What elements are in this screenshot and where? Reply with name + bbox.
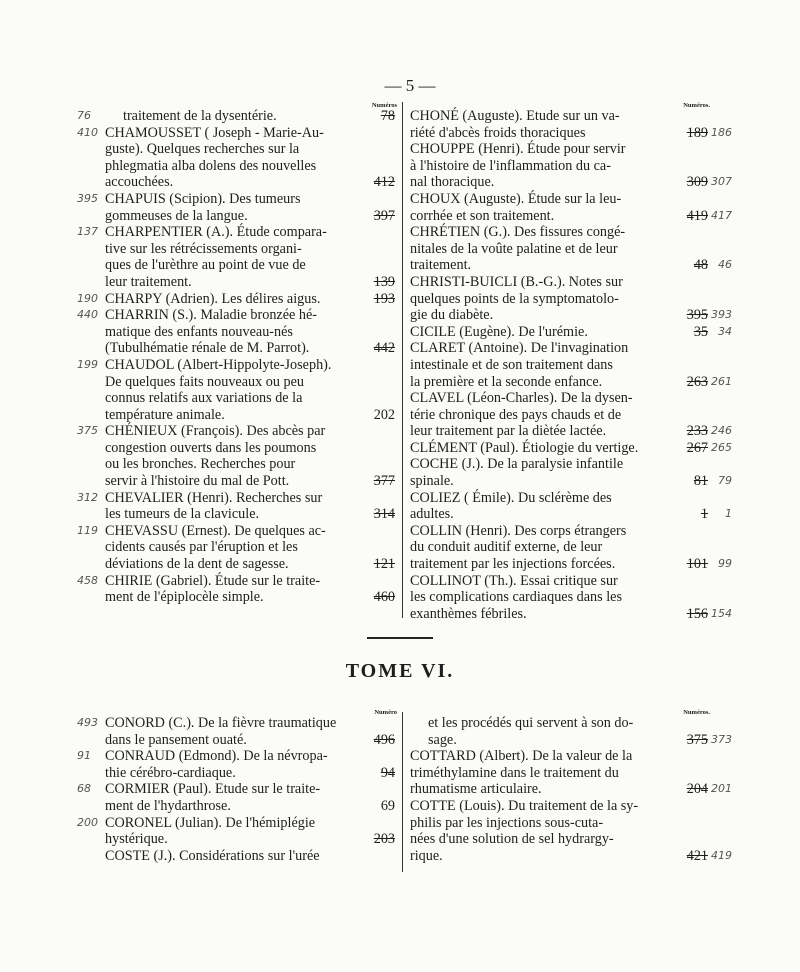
entry-number: 81	[693, 473, 708, 490]
margin-annotation: 410	[77, 125, 98, 139]
index-entry	[77, 715, 395, 748]
index-entry	[410, 456, 732, 490]
entry-number: 121	[373, 556, 395, 573]
entry-title-line: COSTE (J.). Considérations sur l'urée	[105, 847, 320, 864]
index-entry	[77, 522, 395, 573]
entry-title-line: CHARPY (Adrien). Les délires aigus.	[105, 290, 321, 307]
entry-text-line: du conduit auditif externe, de leur	[410, 539, 603, 556]
handwritten-number: 393	[711, 308, 732, 322]
entry-text-line: les complications cardiaques dans les	[410, 589, 622, 606]
entry-title-line: CHAMOUSSET ( Joseph - Marie-Au-	[105, 124, 324, 141]
entry-text-line: thie cérébro-cardiaque.	[105, 764, 236, 781]
entry-number: 397	[373, 207, 395, 224]
entry-number: 203	[373, 831, 395, 848]
margin-annotation: 68	[77, 782, 91, 796]
index-entry	[410, 489, 732, 523]
entry-title-line: CICILE (Eugène). De l'urémie.	[410, 323, 588, 340]
index-entry	[77, 356, 395, 423]
index-entry	[410, 572, 732, 623]
tome-title: TOME VI.	[345, 660, 455, 682]
index-entry	[410, 224, 732, 274]
column-header: Numéros	[371, 102, 397, 109]
margin-annotation: 395	[77, 191, 98, 205]
entry-title-line: COLLINOT (Th.). Essai critique sur	[410, 572, 618, 589]
entry-text-line: adultes.	[410, 506, 454, 523]
entry-title-line: COTTARD (Albert). De la valeur de la	[410, 748, 633, 765]
handwritten-number: 46	[718, 258, 732, 272]
index-entry	[77, 224, 395, 290]
entry-title-line: CHARRIN (S.). Maladie bronzée hé-	[105, 307, 317, 324]
handwritten-number: 246	[711, 424, 732, 438]
column-left-bottom	[77, 709, 397, 864]
entry-number: 267	[686, 439, 708, 456]
entry-title-line: CHOUX (Auguste). Étude sur la leu-	[410, 190, 622, 207]
index-entry	[77, 423, 395, 490]
entry-text-line: gommeuses de la langue.	[105, 207, 248, 224]
entry-number: 460	[373, 589, 395, 606]
entry-number: 412	[373, 174, 395, 191]
entry-number: 101	[686, 556, 708, 573]
index-entry	[77, 108, 395, 125]
entry-number: 375	[686, 731, 708, 748]
entry-text-line: guste). Quelques recherches sur la	[105, 141, 300, 158]
margin-annotation: 119	[77, 523, 98, 537]
entry-number: 314	[373, 506, 395, 523]
entry-number: 421	[686, 847, 708, 864]
entry-number: 139	[373, 273, 395, 290]
entry-title-line: CHEVALIER (Henri). Recherches sur	[105, 489, 323, 506]
index-entry	[410, 323, 732, 341]
handwritten-number: 154	[711, 606, 732, 620]
entry-number: 233	[686, 423, 708, 440]
entry-text-line: riété d'abcès froids thoraciques	[410, 124, 586, 141]
entry-text-line: dans le pansement ouaté.	[105, 731, 247, 748]
entry-text-line: congestion ouverts dans les poumons	[105, 439, 317, 456]
entry-number: 377	[373, 473, 395, 490]
entry-title-line: CONRAUD (Edmond). De la névropa-	[105, 748, 328, 765]
entry-text-line: rique.	[410, 847, 443, 864]
entry-title-line: CHONÉ (Auguste). Etude sur un va-	[410, 108, 620, 124]
entry-title-line: CHOUPPE (Henri). Étude pour servir	[410, 141, 626, 158]
entry-text-line: hystérique.	[105, 831, 168, 848]
handwritten-number: 186	[711, 125, 732, 139]
column-right-bottom	[410, 709, 732, 864]
margin-annotation: 76	[77, 109, 91, 122]
index-entry	[77, 190, 395, 224]
index-entry	[77, 748, 395, 781]
entry-title-line: COTTE (Louis). Du traitement de la sy-	[410, 797, 639, 814]
entry-text-line: à l'histoire de l'inflammation du ca-	[410, 157, 611, 174]
margin-annotation: 458	[77, 573, 98, 587]
column-right-top	[410, 102, 732, 622]
entry-text-line: ques de l'urèthre au point de vue de	[105, 257, 306, 274]
entry-number: 309	[686, 174, 708, 191]
entry-text-line: exanthèmes fébriles.	[410, 605, 527, 622]
margin-annotation: 190	[77, 291, 98, 305]
entry-text-line: triméthylamine dans le traitement du	[410, 764, 619, 781]
entry-text-line: gie du diabète.	[410, 307, 494, 324]
entry-text-line: matique des enfants nouveau-nés	[105, 323, 293, 340]
column-left-top	[77, 102, 397, 606]
entry-number: 1	[700, 506, 708, 523]
entry-title-line: et les procédés qui servent à son do-	[428, 715, 634, 731]
entry-text-line: corrhée et son traitement.	[410, 207, 555, 224]
column-header-bottom-right: Numéros.	[683, 709, 710, 716]
page-number: — 5 —	[384, 76, 436, 95]
handwritten-number: 265	[711, 440, 732, 454]
index-entry	[77, 814, 395, 848]
entry-number: 156	[686, 605, 708, 622]
entry-number: 48	[693, 257, 708, 274]
entry-text-line: nitales de la voûte palatine et de leur	[410, 240, 618, 257]
index-entry	[410, 108, 732, 141]
handwritten-number: 201	[711, 782, 732, 796]
entry-number: 202	[373, 406, 395, 423]
handwritten-number: 34	[718, 324, 732, 338]
entry-text-line: nal thoracique.	[410, 174, 495, 191]
entry-text-line: connus relatifs aux variations de la	[105, 390, 303, 407]
entry-text-line: nées d'une solution de sel hydrargy-	[410, 831, 614, 848]
entry-text-line: ment de l'épiplocèle simple.	[105, 589, 264, 606]
entry-title-line: traitement de la dysentérie.	[123, 108, 277, 124]
entry-title-line: CHÉNIEUX (François). Des abcès par	[105, 423, 326, 440]
entries-left-top	[77, 108, 395, 606]
entry-number: 94	[380, 764, 395, 781]
entry-title-line: CORONEL (Julian). De l'hémiplégie	[105, 814, 316, 831]
column-header-right: Numéros.	[683, 102, 710, 109]
entry-number: 69	[380, 797, 395, 814]
entry-text-line: accouchées.	[105, 174, 174, 191]
margin-annotation: 91	[77, 749, 91, 763]
entry-title-line: CORMIER (Paul). Etude sur le traite-	[105, 781, 321, 798]
index-entry	[410, 141, 732, 191]
entry-number: 35	[693, 323, 708, 340]
index-entry	[410, 748, 732, 798]
handwritten-number: 99	[718, 557, 732, 571]
column-header-bottom: Numéro	[374, 709, 397, 716]
entry-title-line: CLARET (Antoine). De l'invagination	[410, 340, 629, 357]
entry-title-line: COLLIN (Henri). Des corps étrangers	[410, 522, 627, 539]
entry-title-line: CONORD (C.). De la fièvre traumatique	[105, 715, 337, 731]
index-entry	[410, 522, 732, 573]
index-entry	[410, 715, 732, 748]
margin-annotation: 137	[77, 225, 98, 239]
index-entry	[410, 390, 732, 440]
handwritten-number: 373	[711, 732, 732, 746]
index-entry	[77, 781, 395, 814]
index-entry	[77, 307, 395, 357]
handwritten-number: 79	[718, 474, 732, 488]
margin-annotation: 493	[77, 716, 98, 729]
entry-text-line: la première et la seconde enfance.	[410, 373, 603, 390]
index-entry	[77, 489, 395, 523]
entry-text-line: traitement.	[410, 257, 472, 274]
entry-text-line: ou les bronches. Recherches pour	[105, 456, 296, 473]
entries-right-top	[410, 108, 732, 622]
entry-number: 263	[686, 373, 708, 390]
entry-text-line: (Tubulhématie rénale de M. Parrot).	[105, 340, 310, 357]
entry-text-line: ment de l'hydarthrose.	[105, 797, 231, 814]
entry-title-line: CHIRIE (Gabriel). Étude sur le traite-	[105, 572, 321, 589]
entry-title-line: CHARPENTIER (A.). Étude compara-	[105, 224, 327, 241]
column-divider	[402, 102, 403, 618]
entry-title-line: CLAVEL (Léon-Charles). De la dysen-	[410, 390, 633, 407]
margin-annotation: 375	[77, 424, 98, 438]
index-entry	[410, 273, 732, 324]
entry-text-line: phlegmatia alba dolens des nouvelles	[105, 157, 317, 174]
entry-title-line: CHEVASSU (Ernest). De quelques ac-	[105, 522, 326, 539]
index-entry	[77, 124, 395, 191]
entry-number: 442	[373, 340, 395, 357]
entry-text-line: cidents causés par l'éruption et les	[105, 539, 298, 556]
entry-text-line: les tumeurs de la clavicule.	[105, 506, 260, 523]
section-rule	[367, 637, 433, 639]
entry-text-line: térie chronique des pays chauds et de	[410, 406, 622, 423]
entry-text-line: philis par les injections sous-cuta-	[410, 814, 604, 831]
margin-annotation: 312	[77, 490, 98, 504]
margin-annotation: 200	[77, 815, 98, 829]
index-entry	[77, 290, 395, 308]
index-entry	[410, 439, 732, 457]
entry-title-line: CLÉMENT (Paul). Étiologie du vertige.	[410, 439, 639, 456]
handwritten-number: 417	[711, 208, 732, 222]
entry-text-line: déviations de la dent de sagesse.	[105, 556, 289, 573]
entry-title-line: CHRÉTIEN (G.). Des fissures congé-	[410, 224, 626, 241]
entry-number: 395	[686, 307, 708, 324]
handwritten-number: 419	[711, 848, 732, 862]
entry-text-line: leur traitement.	[105, 273, 192, 290]
entry-title-line: CHRISTI-BUICLI (B.-G.). Notes sur	[410, 273, 623, 290]
entry-text-line: quelques points de la symptomatolo-	[410, 290, 619, 307]
entry-text-line: leur traitement par la diètée lactée.	[410, 423, 607, 440]
entry-number: 419	[686, 207, 708, 224]
entry-text-line: spinale.	[410, 473, 454, 490]
column-divider-bottom	[402, 712, 403, 872]
entry-title-line: COLIEZ ( Émile). Du sclérème des	[410, 489, 612, 506]
entries-left-bottom	[77, 715, 395, 864]
entry-text-line: tive sur les rétrécissements organi-	[105, 240, 302, 257]
handwritten-number: 261	[711, 374, 732, 388]
entry-number: 78	[380, 108, 395, 124]
entry-number: 204	[686, 781, 708, 798]
index-entry	[105, 848, 395, 865]
margin-annotation: 440	[77, 308, 98, 322]
index-entry	[410, 340, 732, 390]
entry-text-line: intestinale et de son traitement dans	[410, 356, 613, 373]
entry-number: 189	[686, 124, 708, 141]
entry-number: 193	[373, 290, 395, 307]
margin-annotation: 199	[77, 357, 98, 371]
index-entry	[410, 190, 732, 224]
entry-title-line: CHAPUIS (Scipion). Des tumeurs	[105, 190, 301, 207]
handwritten-number: 307	[711, 175, 732, 189]
entry-text-line: De quelques faits nouveaux ou peu	[105, 373, 304, 390]
entry-text-line: température animale.	[105, 406, 225, 423]
handwritten-number: 1	[725, 507, 732, 521]
entries-right-bottom	[410, 715, 732, 864]
index-entry	[410, 797, 732, 864]
entry-text-line: rhumatisme articulaire.	[410, 781, 542, 798]
entry-title-line: CHAUDOL (Albert-Hippolyte-Joseph).	[105, 356, 332, 373]
entry-text-line: servir à l'histoire du mal de Pott.	[105, 473, 290, 490]
entry-text-line: traitement par les injections forcées.	[410, 556, 616, 573]
entry-title-line: COCHE (J.). De la paralysie infantile	[410, 456, 624, 473]
index-entry	[77, 572, 395, 606]
entry-text-line: sage.	[428, 731, 457, 748]
entry-number: 496	[373, 731, 395, 748]
